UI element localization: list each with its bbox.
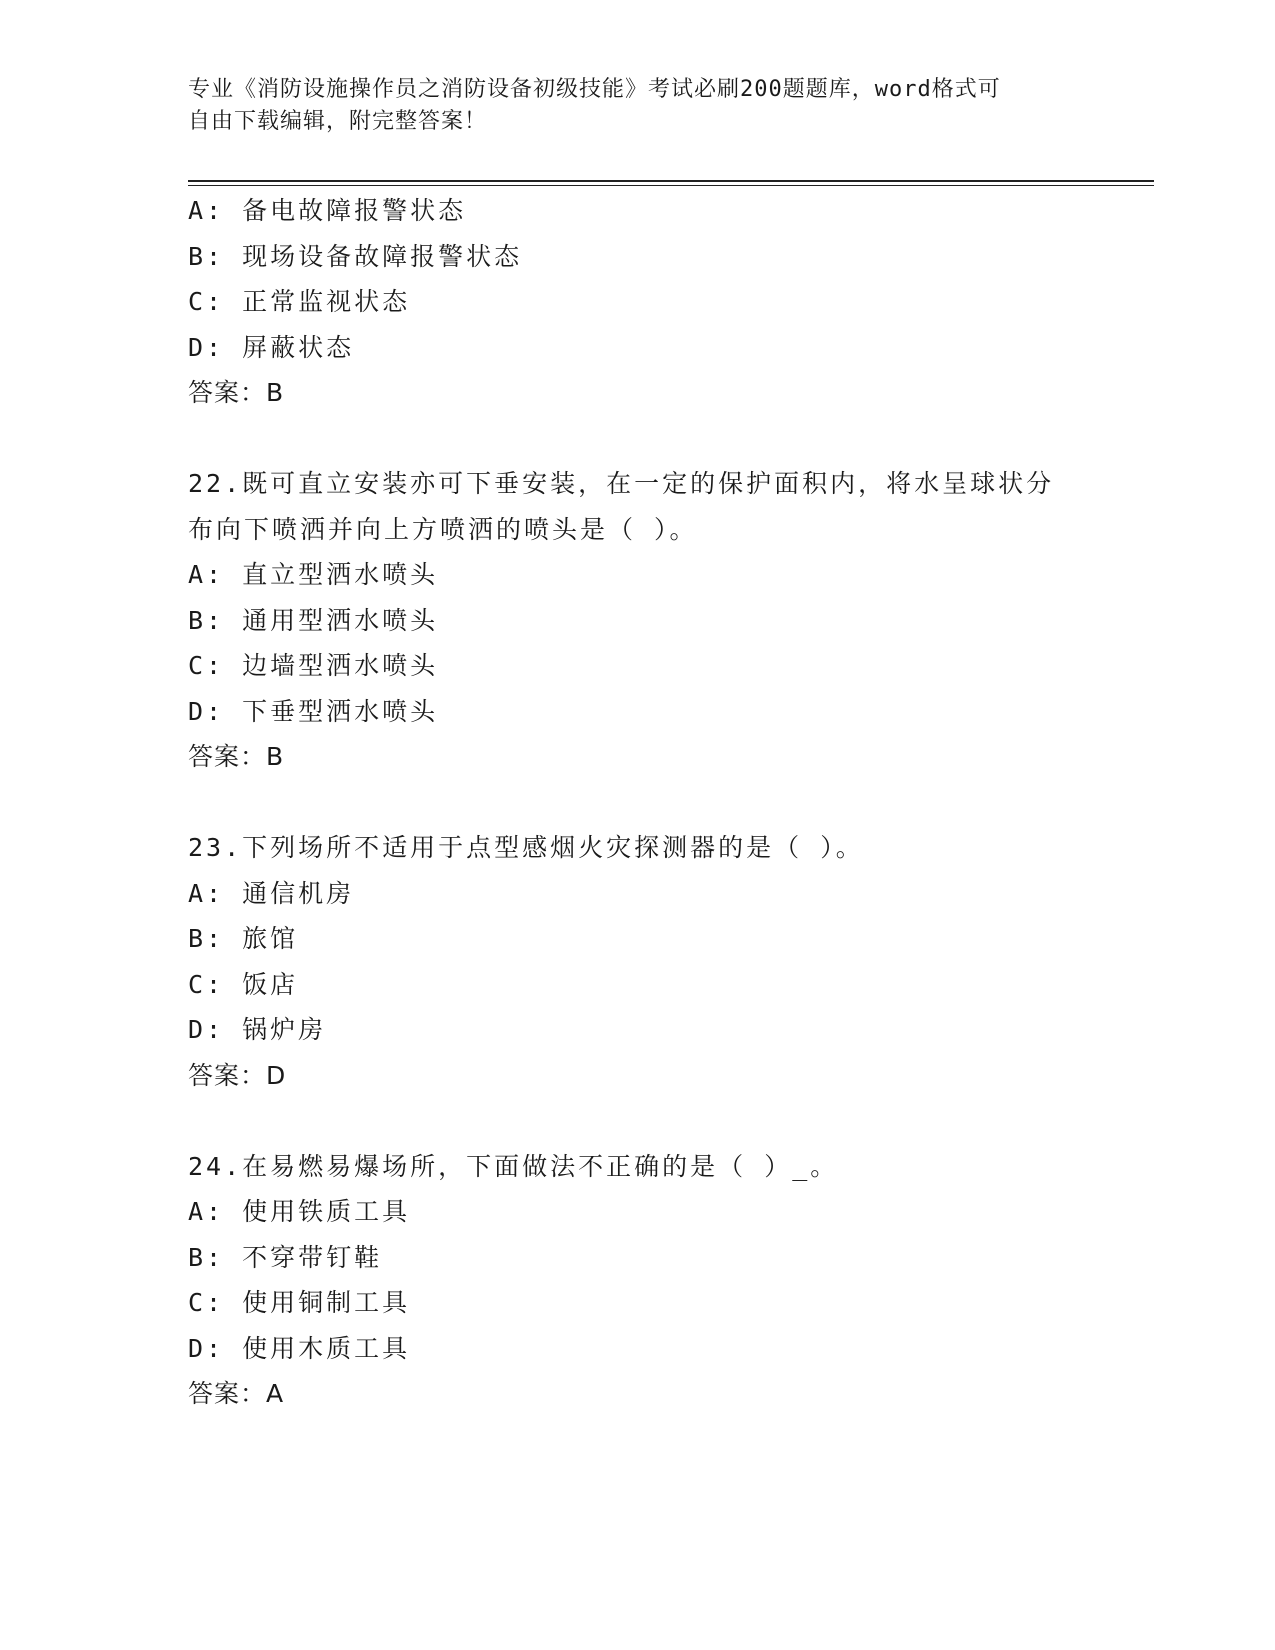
option-c: C: 边墙型洒水喷头	[188, 651, 439, 680]
option-a: A: 直立型洒水喷头	[188, 560, 439, 589]
option-a: A: 通信机房	[188, 878, 355, 908]
question-21	[188, 188, 1128, 416]
option-d: D: 使用木质工具	[188, 1333, 411, 1363]
option-a: A: 备电故障报警状态	[188, 196, 467, 225]
option-d: D: 下垂型洒水喷头	[188, 696, 439, 726]
document-header	[188, 74, 1088, 138]
answer-line: 答案：B	[188, 742, 285, 771]
question-22	[188, 461, 1128, 780]
question-stem-continued: 布向下喷洒并向上方喷洒的喷头是（ ）。	[188, 514, 698, 544]
option-b: B: 旅馆	[188, 924, 299, 953]
question-23	[188, 825, 1128, 1098]
question-stem: 22.既可直立安装亦可下垂安装，在一定的保护面积内，将水呈球状分	[188, 469, 1055, 498]
option-d: D: 屏蔽状态	[188, 332, 355, 362]
question-24	[188, 1144, 1128, 1417]
option-b: B: 通用型洒水喷头	[188, 605, 439, 635]
question-spacer	[188, 780, 1128, 826]
answer-line: 答案：A	[188, 1379, 285, 1408]
answer-line: 答案：D	[188, 1060, 287, 1090]
question-spacer	[188, 1098, 1128, 1144]
option-d: D: 锅炉房	[188, 1015, 327, 1044]
question-spacer	[188, 416, 1128, 462]
header-divider-thin	[188, 185, 1154, 186]
question-stem: 24.在易燃易爆场所，下面做法不正确的是（ ）_。	[188, 1151, 839, 1181]
header-line-2: 自由下载编辑，附完整答案！	[188, 109, 488, 134]
option-b: B: 现场设备故障报警状态	[188, 241, 523, 271]
option-b: B: 不穿带钉鞋	[188, 1242, 383, 1272]
option-c: C: 饭店	[188, 969, 299, 999]
option-c: C: 使用铜制工具	[188, 1288, 411, 1317]
question-stem: 23.下列场所不适用于点型感烟火灾探测器的是（ ）。	[188, 833, 864, 862]
question-list	[188, 188, 1128, 1417]
header-line-1: 专业《消防设施操作员之消防设备初级技能》考试必刷200题题库，word格式可	[188, 77, 1001, 102]
header-divider-thick	[188, 180, 1154, 182]
answer-line: 答案：B	[188, 378, 285, 407]
option-c: C: 正常监视状态	[188, 287, 411, 316]
option-a: A: 使用铁质工具	[188, 1197, 411, 1226]
